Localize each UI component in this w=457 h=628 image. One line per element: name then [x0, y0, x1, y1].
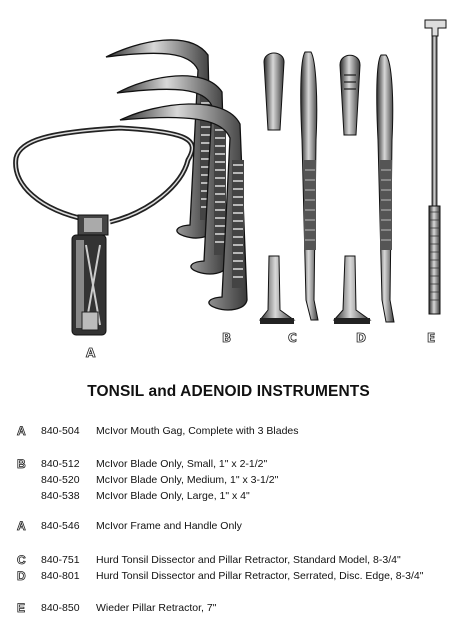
item-description: Hurd Tonsil Dissector and Pillar Retractor, Serrated, Disc. Edge, 8-3/4": [96, 570, 424, 582]
item-letter: A: [17, 424, 26, 438]
mouth-gag-illustration: [16, 128, 193, 335]
item-letter: C: [17, 553, 26, 567]
item-code: 840-546: [41, 520, 80, 532]
item-code: 840-520: [41, 474, 80, 486]
figure-label-d: D: [356, 331, 366, 345]
item-code: 840-850: [41, 602, 80, 614]
list-item: [0, 570, 457, 584]
item-letter: B: [17, 457, 26, 471]
hurd-dissector-standard-illustration: [260, 52, 318, 324]
figure-label-c: C: [288, 331, 297, 345]
page-title: TONSIL and ADENOID INSTRUMENTS: [87, 383, 370, 400]
wieder-retractor-illustration: [425, 20, 446, 314]
list-item: [0, 458, 457, 472]
item-letter: D: [17, 569, 26, 583]
item-code: 840-538: [41, 490, 80, 502]
figure-label-b: B: [222, 331, 232, 345]
list-item: [0, 520, 457, 534]
item-description: Hurd Tonsil Dissector and Pillar Retractor, Standard Model, 8-3/4": [96, 554, 401, 566]
item-description: McIvor Blade Only, Medium, 1" x 3-1/2": [96, 474, 279, 486]
list-item: [0, 602, 457, 616]
figure-label-a: A: [86, 346, 96, 360]
list-item: [0, 490, 457, 504]
item-description: Wieder Pillar Retractor, 7": [96, 602, 217, 614]
hurd-dissector-serrated-illustration: [334, 55, 394, 324]
item-code: 840-504: [41, 425, 80, 437]
item-description: McIvor Frame and Handle Only: [96, 520, 242, 532]
list-item: [0, 474, 457, 488]
list-item: [0, 554, 457, 568]
item-description: McIvor Mouth Gag, Complete with 3 Blades: [96, 425, 299, 437]
item-code: 840-751: [41, 554, 80, 566]
item-description: McIvor Blade Only, Small, 1" x 2-1/2": [96, 458, 268, 470]
mcivor-blades-illustration: [106, 40, 247, 310]
item-code: 840-801: [41, 570, 80, 582]
figure-label-e: E: [427, 331, 436, 345]
list-item: [0, 425, 457, 439]
item-code: 840-512: [41, 458, 80, 470]
item-letter: A: [17, 519, 26, 533]
item-letter: E: [17, 601, 26, 615]
item-description: McIvor Blade Only, Large, 1" x 4": [96, 490, 250, 502]
